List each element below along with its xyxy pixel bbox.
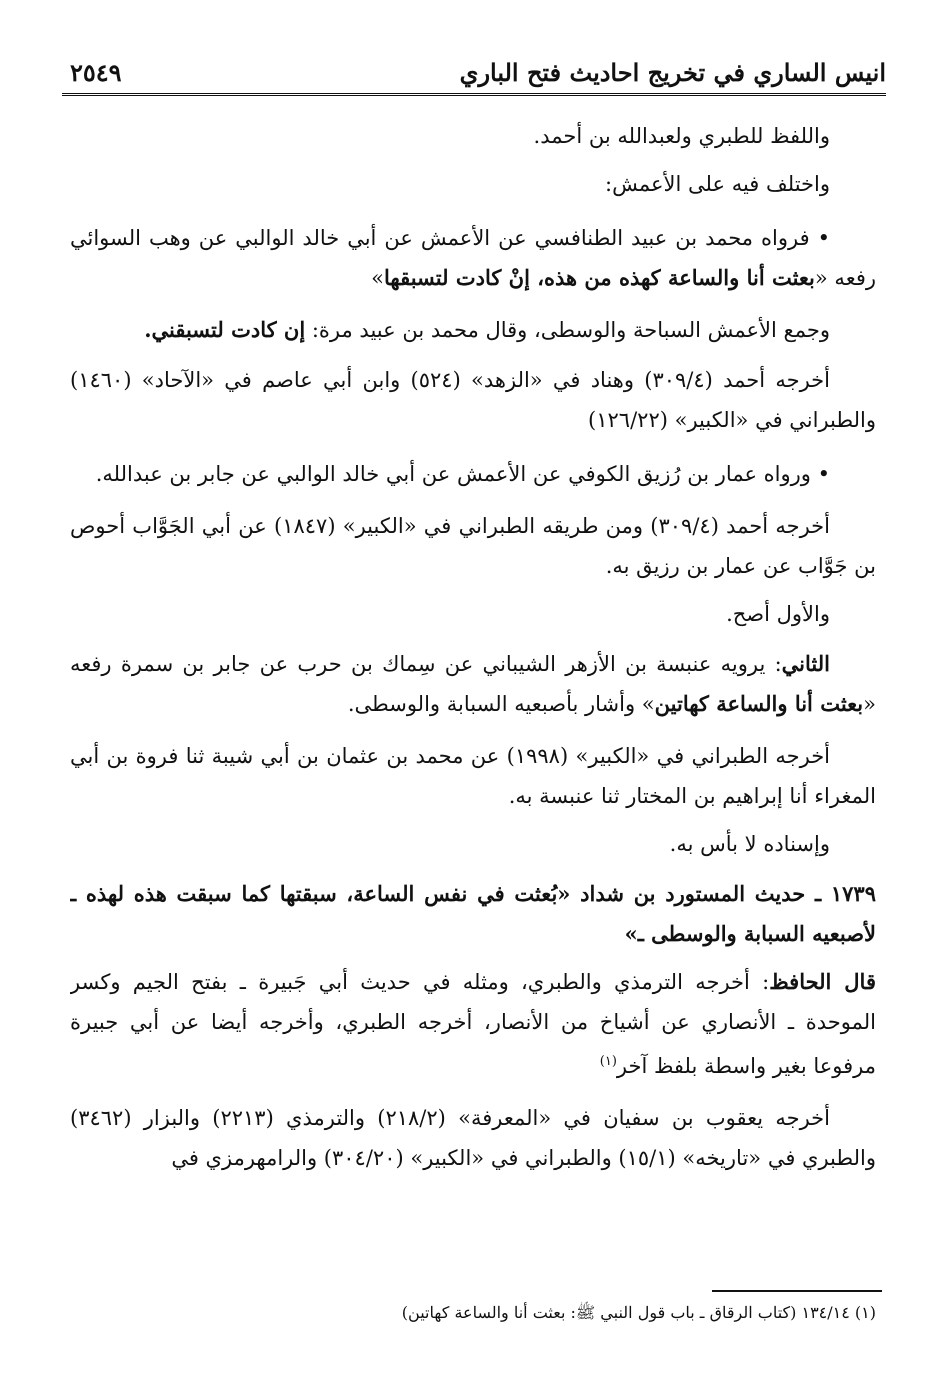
text-segment: أخرجه الطبراني في «الكبير» (١٩٩٨) عن محمد بن عثمان بن أبي شيبة ثنا فروة بن أبي المغراء أنا إبراهيم بن المختار ثنا عنبسة به.	[70, 744, 876, 808]
bold-text: »	[624, 921, 638, 946]
paragraph	[70, 454, 876, 494]
paragraph	[70, 218, 876, 298]
bold-text: الثاني	[781, 651, 830, 676]
text-segment: • ورواه عمار بن رُزيق الكوفي عن الأعمش عن أبي خالد الوالبي عن جابر بن عبدالله.	[95, 462, 830, 486]
text-segment: أخرجه يعقوب بن سفيان في «المعرفة» (٢١٨/٢) والترمذي (٢٢١٣) والبزار (٣٤٦٢) والطبري في «تاريخه» (١٥/١) والطبراني في «الكبير» (٣٠٤/٢٠) والرامهرمزي في	[70, 1106, 876, 1170]
text-segment: • فرواه محمد بن عبيد الطنافسي عن الأعمش عن أبي خالد الوالبي عن وهب السوائي رفعه «	[70, 226, 876, 290]
paragraph	[70, 644, 876, 724]
text-segment: : أخرجه الترمذي والطبري، ومثله في حديث أبي جَبيرة ـ بفتح الجيم وكسر الموحدة ـ الأنصاري عن أشياخ من الأنصار، أخرجه الطبري، وأخرجه أيضا عن أبي جبيرة مرفوعا بغير واسطة بلفظ آخر	[70, 970, 876, 1078]
paragraph	[70, 116, 876, 156]
paragraph	[70, 962, 876, 1086]
text-segment: أخرجه أحمد (٣٠٩/٤) ومن طريقه الطبراني في «الكبير» (١٨٤٧) عن أبي الجَوَّاب أحوص بن جَوَّاب عن عمار بن رزيق به.	[70, 514, 876, 578]
text-segment: وجمع الأعمش السباحة والوسطى، وقال محمد بن عبيد مرة:	[305, 318, 830, 342]
main-text	[70, 104, 876, 1244]
text-segment: والأول أصح.	[726, 602, 830, 626]
text-segment: » وأشار بأصبعيه السبابة والوسطى.	[347, 692, 655, 716]
bold-text: ١٧٣٩ ـ حديث المستورد بن شداد «	[557, 881, 876, 906]
paragraph	[70, 164, 876, 204]
paragraph	[70, 594, 876, 634]
paragraph	[70, 360, 876, 440]
footnote-marker: (١)	[599, 1054, 617, 1069]
header-rule	[62, 93, 886, 96]
book-title: انيس الساري في تخريج احاديث فتح الباري	[459, 58, 886, 87]
text-segment: : يرويه عنبسة بن الأزهر الشيباني عن سِماك بن حرب عن جابر بن سمرة رفعه «	[70, 652, 876, 716]
text-segment: »	[371, 266, 385, 290]
text-segment: أخرجه أحمد (٣٠٩/٤) وهناد في «الزهد» (٥٢٤) وابن أبي عاصم في «الآحاد» (١٤٦٠) والطبراني في «الكبير» (١٢٦/٢٢)	[70, 368, 876, 432]
bold-text: إن كادت لتسبقني.	[144, 317, 306, 342]
text-segment: واللفظ للطبري ولعبدالله بن أحمد.	[533, 124, 830, 148]
footnote-separator	[712, 1290, 882, 1292]
page-header	[62, 52, 886, 96]
bold-text: بعثت أنا والساعة كهذه من هذه، إنْ كادت لتسبقها	[384, 265, 815, 290]
text-segment: وإسناده لا بأس به.	[669, 832, 830, 856]
bold-text: بعثت أنا والساعة كهاتين	[654, 691, 864, 716]
page-number: ٢٥٤٩	[70, 58, 122, 87]
paragraph	[70, 824, 876, 864]
bold-text: بُعثت في نفس الساعة، سبقتها كما سبقت هذه لهذه ـ لأصبعيه السبابة والوسطى ـ	[70, 881, 876, 946]
paragraph	[70, 506, 876, 586]
paragraph	[70, 1098, 876, 1178]
paragraph	[70, 874, 876, 954]
paragraph	[70, 736, 876, 816]
paragraph	[70, 310, 876, 350]
footnote: (١) ١٣٤/١٤ (كتاب الرقاق ـ باب قول النبي ﷺ: بعثت أنا والساعة كهاتين)	[401, 1303, 876, 1322]
bold-text: قال الحافظ	[769, 969, 876, 994]
text-segment: واختلف فيه على الأعمش:	[605, 172, 830, 196]
